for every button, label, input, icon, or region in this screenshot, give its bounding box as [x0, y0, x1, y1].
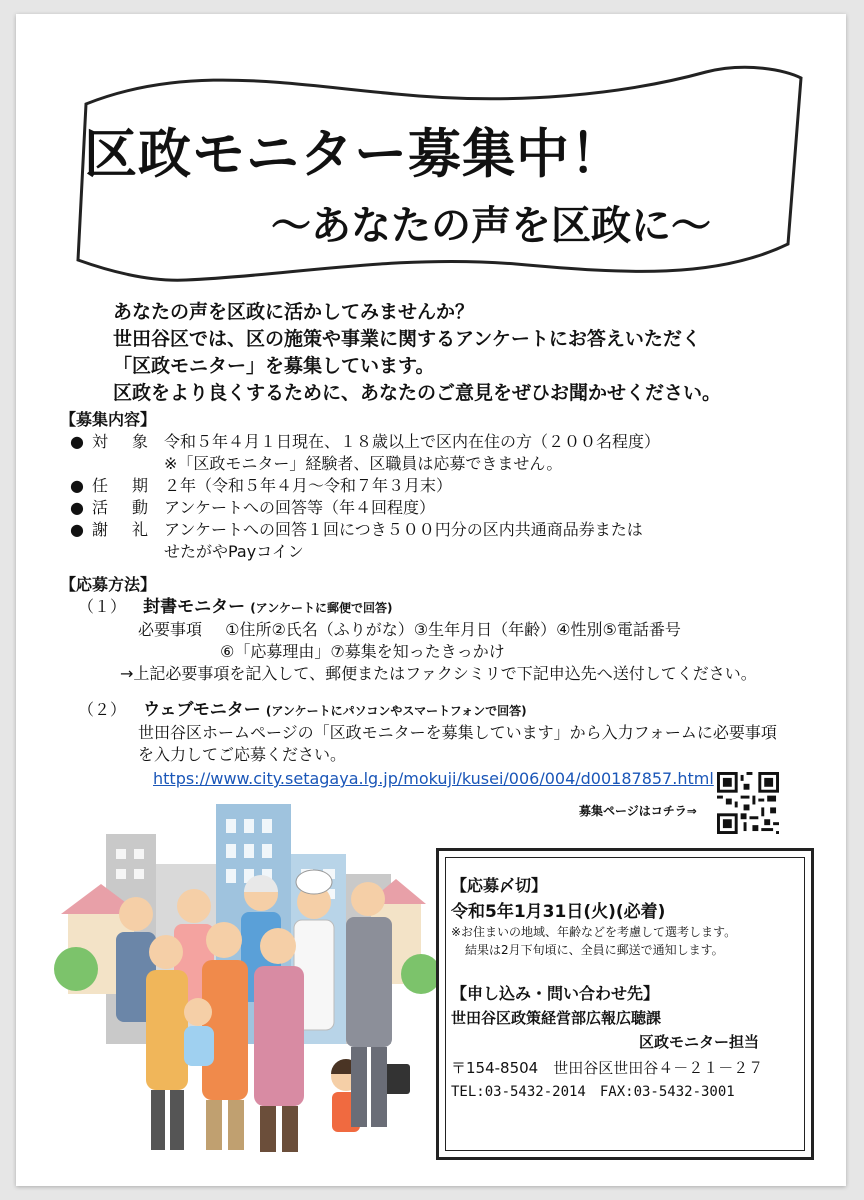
contact-department: 世田谷区政策経営部広報広聴課	[451, 1009, 662, 1027]
item-term: 活 動	[92, 498, 153, 517]
contact-phone-fax: TEL:03-5432-2014 FAX:03-5432-3001	[451, 1084, 735, 1100]
page-title: 区政モニター募集中！	[84, 124, 624, 185]
flyer-page	[16, 14, 846, 1186]
intro-line: 区政をより良くするために、あなたのご意見をぜひお聞かせください。	[113, 382, 722, 404]
required-items-cont: ⑥「応募理由」⑦募集を知ったきっかけ	[220, 642, 505, 661]
recruit-item	[60, 519, 660, 541]
intro-text	[113, 299, 721, 407]
qr-code-icon[interactable]	[717, 772, 779, 834]
recruit-item	[60, 475, 660, 497]
postal-instruction: →上記必要事項を記入して、郵便またはファクシミリで下記申込先へ送付してください。	[120, 664, 757, 683]
method-number: （２）	[78, 700, 127, 719]
contact-heading: 【申し込み・問い合わせ先】	[451, 984, 660, 1003]
method-heading: 【応募方法】	[60, 575, 157, 594]
required-label: 必要事項	[138, 620, 203, 639]
bullet-icon: ●	[70, 520, 84, 539]
bullet-icon: ●	[70, 498, 84, 517]
item-value: ２年（令和５年４月～令和７年３月末）	[164, 476, 453, 495]
item-value: アンケートへの回答１回につき５００円分の区内共通商品券または	[164, 520, 643, 539]
item-note: せたがやPayコイン	[164, 542, 304, 561]
bullet-icon: ●	[70, 476, 84, 495]
web-monitor-title: ウェブモニター	[143, 700, 261, 720]
deadline-heading: 【応募〆切】	[451, 876, 548, 895]
bullet-icon: ●	[70, 432, 84, 451]
item-term: 対 象	[92, 432, 153, 451]
application-url-link[interactable]: https://www.city.setagaya.lg.jp/mokuji/kusei/006/004/d00187857.html	[153, 769, 714, 788]
item-value: アンケートへの回答等（年４回程度）	[164, 498, 436, 517]
required-items: ①住所②氏名（ふりがな）③生年月日（年齢）④性別⑤電話番号	[225, 620, 681, 639]
recruit-heading: 【募集内容】	[60, 410, 157, 429]
qr-label: 募集ページはコチラ⇒	[579, 804, 697, 818]
item-term: 任 期	[92, 476, 153, 495]
web-instruction: 世田谷区ホームページの「区政モニターを募集しています」から入力フォームに必要事項	[138, 723, 777, 742]
postal-monitor-title: 封書モニター	[143, 597, 246, 617]
recruit-item	[60, 497, 660, 519]
deadline-contact-box	[436, 848, 814, 1160]
people-and-city-illustration	[46, 794, 446, 1174]
method-section	[60, 574, 777, 790]
recruit-item	[60, 431, 660, 453]
postal-monitor-note: (アンケートに郵便で回答)	[250, 601, 393, 615]
item-value: 令和５年４月１日現在、１８歳以上で区内在住の方（２００名程度）	[164, 432, 661, 451]
method-number: （１）	[78, 597, 127, 616]
page-subtitle: ～あなたの声を区政に～	[271, 203, 711, 249]
deadline-date: 令和5年1月31日(火)(必着)	[451, 902, 666, 922]
web-monitor-note: (アンケートにパソコンやスマートフォンで回答)	[265, 704, 527, 718]
deadline-note: ※お住まいの地域、年齢などを考慮して選考します。	[451, 925, 737, 939]
item-term: 謝 礼	[92, 520, 153, 539]
intro-line: 「区政モニター」を募集しています。	[113, 355, 435, 377]
item-note: ※「区政モニター」経験者、区職員は応募できません。	[164, 454, 563, 473]
web-instruction-cont: を入力してご応募ください。	[138, 745, 347, 764]
intro-line: あなたの声を区政に活かしてみませんか？	[113, 301, 475, 323]
contact-address: 〒154-8504 世田谷区世田谷４－２１－２７	[451, 1059, 764, 1077]
recruit-section	[60, 409, 660, 563]
contact-person: 区政モニター担当	[639, 1033, 760, 1051]
intro-line: 世田谷区では、区の施策や事業に関するアンケートにお答えいただく	[113, 328, 701, 350]
result-note: 結果は2月下旬頃に、全員に郵送で通知します。	[465, 943, 724, 957]
